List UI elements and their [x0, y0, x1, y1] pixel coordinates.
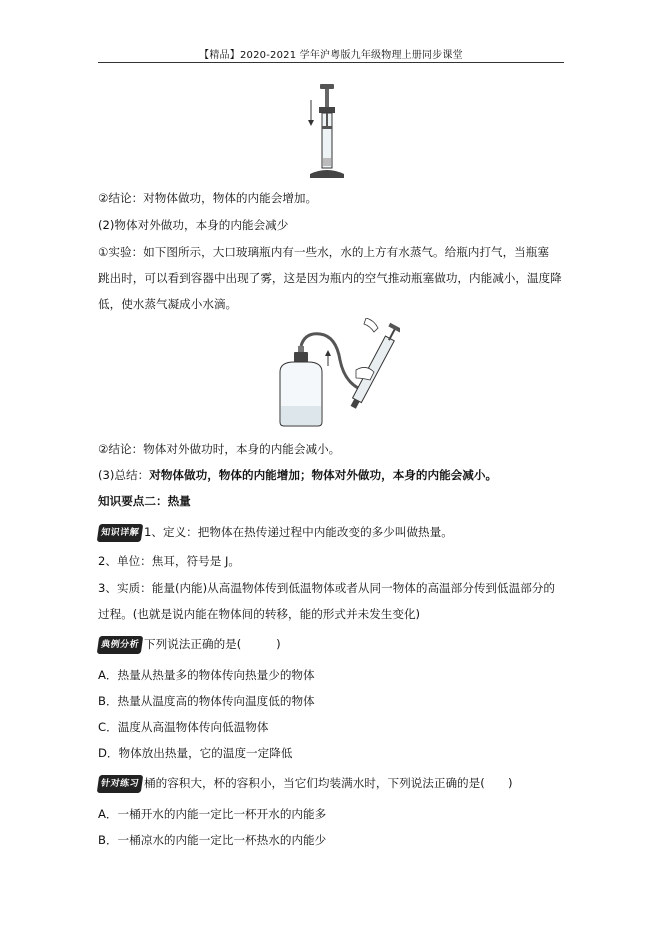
option-d: D．物体放出热量，它的温度一定降低 [98, 746, 293, 760]
summary-line [98, 467, 497, 483]
practice-option-a: A．一桶开水的内能一定比一杯开水的内能多 [98, 807, 327, 821]
option-b: B．热量从温度高的物体传向温度低的物体 [98, 694, 315, 708]
practice-badge: 针对练习 [97, 775, 144, 793]
practice-question-text: 桶的容积大，杯的容积小，当它们均装满水时，下列说法正确的是( ) [144, 776, 513, 790]
line-1: ②结论：对物体做功，物体的内能会增加。 [98, 191, 318, 205]
definition-line [98, 524, 453, 542]
line-4: 跳出时，可以看到容器中出现了雾，这是因为瓶内的空气推动瓶塞做功，内能减小，温度降 [98, 271, 562, 285]
line-2: (2)物体对外做功，本身的内能会减少 [98, 218, 289, 232]
example-question-text: 下列说法正确的是( ) [144, 637, 281, 651]
line-10: 2、单位：焦耳，符号是 J。 [98, 554, 241, 568]
option-c: C．温度从高温物体传向低温物体 [98, 720, 269, 734]
option-a: A．热量从热量多的物体传向热量少的物体 [98, 668, 315, 682]
example-question [98, 636, 281, 654]
page-header: 【精品】2020-2021 学年沪粤版九年级物理上册同步课堂 [199, 50, 463, 61]
knowledge-badge: 知识详解 [97, 524, 144, 542]
pump-cylinder-figure [305, 82, 355, 182]
line-5: 低，使水蒸气凝成小水滴。 [98, 297, 238, 311]
line-6: ②结论：物体对外做功时，本身的内能会减小。 [98, 442, 341, 456]
summary-prefix: (3)总结： [98, 468, 150, 482]
line-11: 3、实质：能量(内能)从高温物体传到低温物体或者从同一物体的高温部分传到低温部分的 [98, 581, 555, 595]
header-rule [98, 62, 564, 63]
line-3: ①实验：如下图所示，大口玻璃瓶内有一些水，水的上方有水蒸气。给瓶内打气，当瓶塞 [98, 245, 549, 259]
practice-option-b: B．一桶凉水的内能一定比一杯热水的内能少 [98, 833, 327, 847]
practice-question [98, 775, 512, 793]
bottle-pump-figure [270, 318, 400, 430]
definition-text: 1、定义：把物体在热传递过程中内能改变的多少叫做热量。 [144, 525, 453, 539]
summary-text: 对物体做功，物体的内能增加；物体对外做功，本身的内能会减小。 [149, 468, 498, 482]
example-badge: 典例分析 [97, 636, 144, 654]
section-heading: 知识要点二：热量 [98, 494, 191, 508]
line-12: 过程。(也就是说内能在物体间的转移，能的形式并未发生变化) [98, 607, 421, 621]
